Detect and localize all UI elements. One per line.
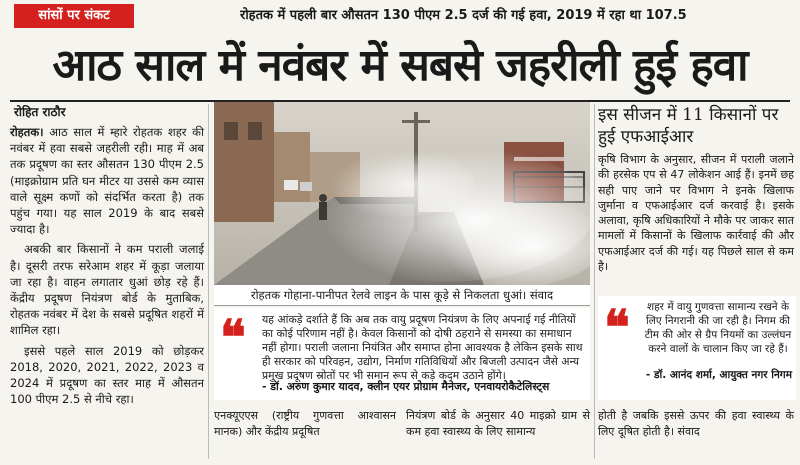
bottom-text-2: नियंत्रण बोर्ड के अनुसार 40 माइक्रो ग्राम से कम हवा स्वास्थ्य के लिए सामान्य bbox=[406, 409, 590, 438]
quote-attribution: - डॉ. अरुण कुमार यादव, क्लीन एयर प्रोग्राम मैनेजर, एनवायरोकैटेलिस्ट्स bbox=[262, 380, 550, 393]
byline: रोहित राठौर bbox=[14, 105, 66, 119]
sub-headline: रोहतक में पहली बार औसतन 130 पीएम 2.5 दर्ज की गई हवा, 2019 में रहा था 107.5 bbox=[240, 8, 687, 23]
quote-box-commissioner bbox=[598, 296, 796, 400]
smoke-road-scene bbox=[214, 102, 590, 285]
quote-text: शहर में वायु गुणवत्ता सामान्य रखने के लिए निगरानी की जा रही है। निगम की टीम की ओर से ग्रैप नियमों का उल्लंघन करने वालों के चालान किए जा रहे हैं। bbox=[644, 301, 792, 355]
quote-mark-icon: ❝ bbox=[220, 310, 246, 366]
paragraph-1-text: आठ साल में म्हारे रोहतक शहर की नवंबर में हवा सबसे जहरीली रही। माह में अब तक प्रदूषण का स्तर औसतन 130 पीएम 2.5 (माइक्रोग्राम प्रति घन मीटर या उससे कम व्यास वाले सूक्ष्म कणों को संदर्भित करता है) तक पहुंच गया। यह साल 2019 के बाद सबसे ज्यादा है। bbox=[10, 125, 204, 237]
photo-caption: रोहतक गोहाना-पानीपत रेलवे लाइन के पास कूड़े से निकलता धुआं। संवाद bbox=[214, 285, 590, 306]
quote-mark-icon: ❝ bbox=[604, 300, 630, 356]
dateline: रोहतक। bbox=[10, 125, 44, 139]
section-kicker: सांसों पर संकट bbox=[14, 4, 134, 28]
news-photo bbox=[214, 102, 590, 285]
main-headline: आठ साल में नवंबर में सबसे जहरीली हुई हवा bbox=[52, 40, 748, 91]
bottom-text-1: एनक्यूएएस (राष्ट्रीय गुणवत्ता आश्वासन मानक) और केंद्रीय प्रदूषित bbox=[214, 409, 396, 438]
paragraph-3: इससे पहले साल 2019 को छोड़कर 2018, 2020, 2021, 2022, 2023 व 2024 में प्रदूषण का स्तर माह में औसतन 100 पीएम 2.5 से नीचे रहा। bbox=[10, 343, 204, 407]
quote-attribution: - डॉ. आनंद शर्मा, आयुक्त नगर निगम bbox=[645, 369, 792, 381]
paragraph-1 bbox=[10, 124, 204, 237]
quote-box-expert bbox=[214, 308, 590, 400]
side-heading: इस सीजन में 11 किसानों पर हुई एफआईआर bbox=[598, 105, 779, 147]
paragraph-2: अबकी बार किसानों ने कम पराली जलाई है। दूसरी तरफ सरेआम शहर में कूड़ा जलाया जा रहा है। वाहन लगातार धुआं छोड़ रहे हैं। केंद्रीय प्रदूषण नियंत्रण बोर्ड के मुताबिक, रोहतक नवंबर में देश के सबसे प्रदूषित शहरों में शामिल रहा। bbox=[10, 242, 204, 338]
column-divider bbox=[208, 104, 209, 459]
article-column-left bbox=[10, 124, 204, 411]
column-divider bbox=[594, 104, 595, 459]
quote-text: यह आंकड़े दर्शाते हैं कि अब तक वायु प्रदूषण नियंत्रण के लिए अपनाई गई नीतियों का कोई परिणाम नहीं है। केवल किसानों को दोषी ठहराने से समस्या का समाधान नहीं होगा। पराली जलाना नियंत्रित और समाप्त होना आवश्यक है लेकिन इसके साथ ही सरकार को परिवहन, उद्योग, निर्माण गतिविधियों और बिजली उत्पादन जैसे अन्य प्रमुख प्रदूषण स्रोतों पर भी समान रूप से कड़े कदम उठाने होंगे। bbox=[262, 313, 583, 382]
side-text: कृषि विभाग के अनुसार, सीजन में पराली जलाने की हरसेक एप से 47 लोकेशन आई हैं। इनमें छह सही पाए जाने पर विभाग ने इनके खिलाफ जुर्माना व एफआईआर दर्ज करवाई है। इसके अलावा, कृषि अधिकारियों ने मौके पर जाकर सात मामलों में किसानों के खिलाफ कार्रवाई की और एफआईआर दर्ज की गई। यह पिछले साल से कम है। bbox=[598, 153, 794, 274]
bottom-text-3: होती है जबकि इससे ऊपर की हवा स्वास्थ्य के लिए दूषित होती है। संवाद bbox=[598, 409, 794, 438]
